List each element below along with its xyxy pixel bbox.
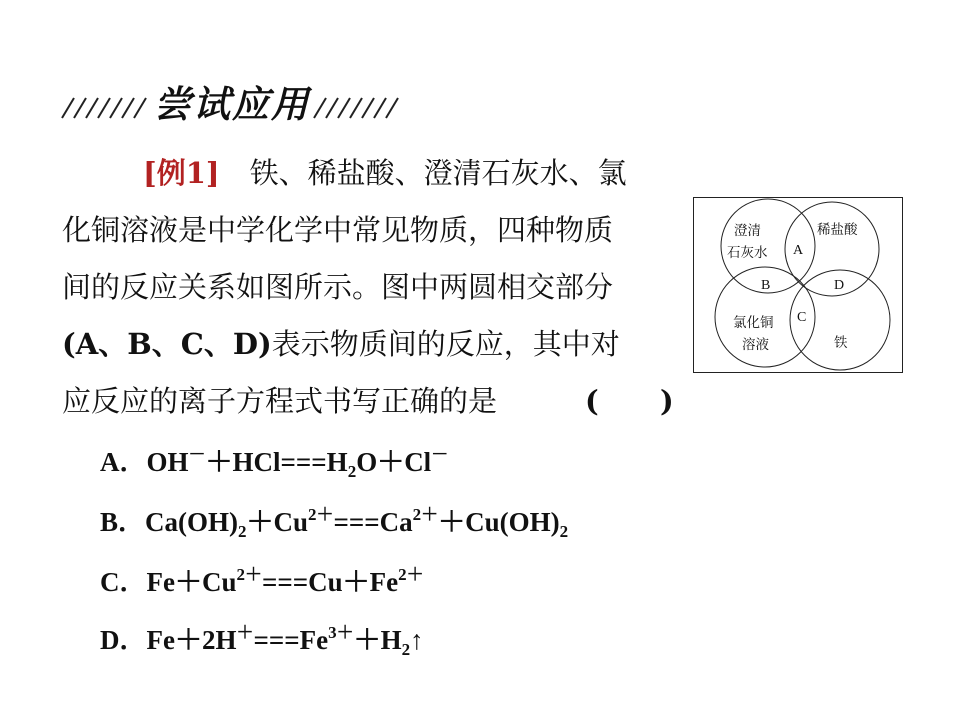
- answer-paren-open: (: [585, 384, 599, 418]
- region-d: D: [834, 278, 845, 293]
- question-text-4: 表示物质间的反应，其中对: [271, 327, 620, 361]
- hatch-decoration-right: [312, 84, 408, 124]
- reaction-diagram: [693, 197, 903, 373]
- label-cucl2-2: 溶液: [742, 337, 769, 353]
- question-line-4: [62, 326, 620, 362]
- option-b[interactable]: B．$Ca(OH)_2+Cu^{2+}===Ca^{2+}+Cu(OH)_2$: [100, 505, 569, 541]
- label-hcl: 稀盐酸: [817, 222, 858, 238]
- region-b: B: [761, 278, 771, 293]
- question-text-5: 应反应的离子方程式书写正确的是: [62, 384, 498, 418]
- option-a[interactable]: A．$OH^-+HCl===H_2O+Cl^-$: [100, 445, 449, 481]
- region-c: C: [797, 310, 807, 325]
- label-fe: 铁: [834, 335, 848, 351]
- hatch-decoration-left: [60, 84, 150, 124]
- question-line-1: [143, 155, 627, 191]
- option-d-letter: D．: [100, 625, 147, 655]
- label-limewater-1: 澄清: [734, 223, 761, 239]
- option-c-letter: C．: [100, 567, 147, 597]
- example-label: [例1]: [143, 156, 220, 190]
- section-header: [60, 72, 420, 124]
- question-line-3: 间的反应关系如图所示。图中两圆相交部分: [62, 270, 614, 304]
- region-a: A: [793, 243, 804, 258]
- question-line-2: 化铜溶液是中学化学中常见物质，四种物质: [62, 213, 614, 247]
- option-c[interactable]: C．$Fe+Cu^{2+}===Cu+Fe^{2+}$: [100, 565, 424, 597]
- reaction-labels: (A、B、C、D): [62, 327, 272, 361]
- label-cucl2-1: 氯化铜: [733, 315, 774, 331]
- option-d[interactable]: D．$Fe+2H^+===Fe^{3+}+H_2↑$: [100, 623, 424, 659]
- section-title: 尝试应用: [154, 83, 310, 126]
- option-a-letter: A．: [100, 447, 147, 477]
- answer-paren-close: ): [660, 384, 674, 418]
- option-b-letter: B．: [100, 507, 146, 537]
- question-line-5: [62, 383, 497, 419]
- question-text-1: 铁、稀盐酸、澄清石灰水、氯: [249, 156, 627, 190]
- label-limewater-2: 石灰水: [727, 245, 768, 261]
